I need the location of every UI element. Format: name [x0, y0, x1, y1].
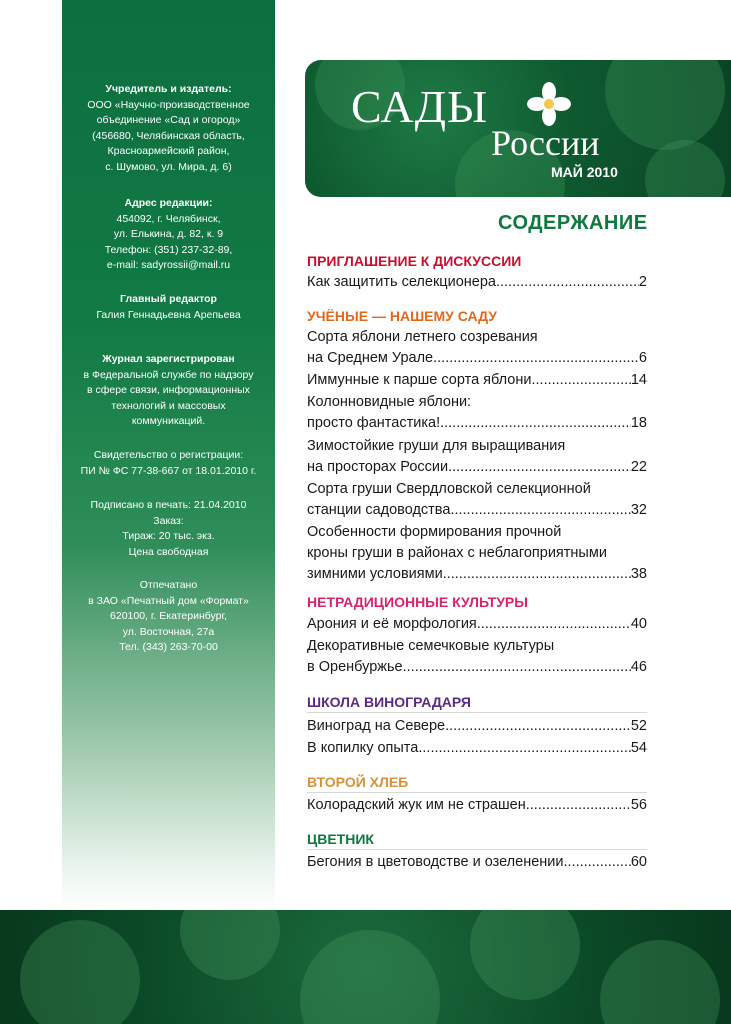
founder-line: с. Шумово, ул. Мира, д. 6) — [105, 160, 232, 173]
founder-line: (456680, Челябинская область, — [92, 129, 245, 142]
section-heading-nontraditional: НЕТРАДИЦИОННЫЕ КУЛЬТУРЫ — [307, 594, 528, 610]
founder-line: ООО «Научно-производственное — [87, 98, 250, 111]
printer-line: в ЗАО «Печатный дом «Формат» — [88, 594, 249, 607]
entry-title: В копилку опыта — [307, 740, 419, 756]
address-line: Телефон: (351) 237-32-89, — [104, 243, 233, 256]
dot-leader — [563, 852, 630, 873]
entry-title: кроны груши в районах с неблагоприятными — [307, 545, 607, 561]
entry-title: в Оренбуржье — [307, 659, 403, 675]
toc-entry[interactable] — [307, 795, 647, 816]
dot-leader — [418, 738, 631, 759]
imprint-column — [62, 0, 275, 910]
toc-entry[interactable] — [307, 716, 647, 737]
registration-line: коммуникаций. — [131, 415, 206, 427]
entry-page: 6 — [638, 350, 647, 366]
print-info-block — [62, 498, 275, 560]
entry-page: 32 — [630, 502, 647, 518]
dot-leader — [526, 795, 631, 816]
address-line: ул. Елькина, д. 82, к. 9 — [113, 228, 224, 240]
printer-line: Тел. (343) 263-70-00 — [119, 641, 218, 653]
registration-line: в Федеральной службе по надзору — [83, 368, 254, 381]
toc-entry[interactable] — [307, 522, 647, 585]
dot-leader — [450, 500, 630, 521]
editor-heading: Главный редактор — [120, 293, 217, 305]
contents-title: СОДЕРЖАНИЕ — [498, 212, 648, 234]
entry-title: зимними условиями — [307, 566, 443, 582]
section-heading-scientists: УЧЁНЫЕ — НАШЕМУ САДУ — [307, 308, 497, 324]
dot-leader — [445, 716, 631, 737]
entry-title: Бегония в цветоводстве и озеленении — [307, 854, 564, 870]
print-info-line: Подписано в печать: 21.04.2010 — [90, 499, 247, 511]
toc-entry[interactable] — [307, 392, 647, 434]
entry-title: Колонновидные яблони: — [307, 394, 472, 410]
magazine-banner — [305, 60, 731, 197]
leaf-decoration — [470, 910, 580, 1000]
entry-title: Особенности формирования прочной — [307, 524, 562, 540]
logo-title: САДЫ — [351, 81, 489, 132]
entry-page: 14 — [630, 372, 647, 388]
entry-page: 56 — [630, 797, 647, 813]
entry-title: на просторах России — [307, 459, 449, 475]
dot-leader — [448, 457, 631, 478]
entry-page: 2 — [638, 274, 647, 290]
leaf-decoration — [180, 910, 280, 980]
editor-block — [62, 292, 275, 323]
registration-line: в сфере связи, информационных — [87, 384, 250, 396]
dot-leader — [440, 413, 631, 434]
section-divider — [307, 849, 647, 850]
registration-heading: Журнал зарегистрирован — [102, 353, 235, 365]
entry-title: Сорта груши Свердловской селекционной — [307, 481, 591, 497]
entry-title: Декоративные семечковые культуры — [307, 638, 555, 654]
dot-leader — [443, 564, 631, 585]
entry-title: Виноград на Севере — [307, 718, 446, 734]
entry-title: на Среднем Урале — [307, 350, 434, 366]
founder-line: Красноармейский район, — [107, 145, 230, 157]
entry-title: Иммунные к парше сорта яблони — [307, 372, 532, 388]
toc-entry[interactable] — [307, 738, 647, 759]
logo-subtitle: России — [491, 123, 600, 163]
leaf-decoration — [300, 930, 440, 1024]
address-heading: Адрес редакции: — [124, 197, 213, 209]
entry-page: 18 — [630, 415, 647, 431]
entry-page: 22 — [630, 459, 647, 475]
section-heading-potato: ВТОРОЙ ХЛЕБ — [307, 774, 409, 790]
toc-entry[interactable] — [307, 370, 647, 391]
entry-title: Сорта яблони летнего созревания — [307, 329, 538, 345]
founder-line: объединение «Сад и огород» — [96, 114, 241, 126]
toc-entry[interactable] — [307, 272, 647, 293]
entry-title: просто фантастика! — [307, 415, 441, 431]
entry-title: Как защитить селекционера — [307, 274, 496, 290]
leaf-decoration — [605, 60, 725, 150]
dot-leader — [433, 348, 639, 369]
flower-icon — [527, 82, 571, 126]
entry-title: Колорадский жук им не страшен — [307, 797, 526, 813]
print-info-line: Заказ: — [153, 514, 184, 527]
toc-entry[interactable] — [307, 436, 647, 478]
section-divider — [307, 712, 647, 713]
founder-block — [62, 82, 275, 175]
founder-heading: Учредитель и издатель: — [105, 83, 232, 95]
leaf-decoration — [20, 920, 140, 1024]
print-info-line: Цена свободная — [128, 545, 209, 558]
printer-line: Отпечатано — [139, 579, 198, 591]
entry-page: 38 — [630, 566, 647, 582]
entry-page: 40 — [630, 616, 647, 632]
entry-title: Зимостойкие груши для выращивания — [307, 438, 566, 454]
entry-page: 52 — [630, 718, 647, 734]
issue-date: МАЙ 2010 — [551, 164, 618, 180]
toc-entry[interactable] — [307, 852, 647, 873]
certificate-line: Свидетельство о регистрации: — [93, 449, 244, 461]
section-heading-viticulture: ШКОЛА ВИНОГРАДАРЯ — [307, 694, 471, 710]
entry-page: 46 — [630, 659, 647, 675]
toc-entry[interactable] — [307, 636, 647, 678]
registration-block — [62, 352, 275, 430]
certificate-block — [62, 448, 275, 479]
certificate-line: ПИ № ФС 77-38-667 от 18.01.2010 г. — [80, 464, 257, 477]
section-heading-flowers: ЦВЕТНИК — [307, 831, 374, 847]
printer-line: ул. Восточная, 27а — [122, 625, 215, 638]
entry-title: станции садоводства — [307, 502, 451, 518]
dot-leader — [496, 272, 639, 293]
entry-page: 60 — [630, 854, 647, 870]
email-line: e-mail: sadyrossii@mail.ru — [106, 259, 231, 271]
printer-line: 620100, г. Екатеринбург, — [110, 610, 227, 622]
dot-leader — [403, 657, 631, 678]
foliage-footer — [0, 910, 731, 1024]
entry-page: 54 — [630, 740, 647, 756]
registration-line: технологий и массовых — [111, 399, 226, 412]
address-line: 454092, г. Челябинск, — [116, 212, 221, 225]
dot-leader — [477, 614, 631, 635]
toc-entry[interactable] — [307, 327, 647, 369]
toc-entry[interactable] — [307, 614, 647, 635]
section-heading-discussion: ПРИГЛАШЕНИЕ К ДИСКУССИИ — [307, 253, 522, 269]
dot-leader — [531, 370, 630, 391]
section-divider — [307, 792, 647, 793]
editor-name: Галия Геннадьевна Арепьева — [96, 308, 241, 321]
entry-title: Арония и её морфология — [307, 616, 477, 632]
printer-block — [62, 578, 275, 656]
toc-entry[interactable] — [307, 479, 647, 521]
print-info-line: Тираж: 20 тыс. экз. — [122, 530, 215, 542]
address-block — [62, 196, 275, 274]
leaf-decoration — [600, 940, 720, 1024]
